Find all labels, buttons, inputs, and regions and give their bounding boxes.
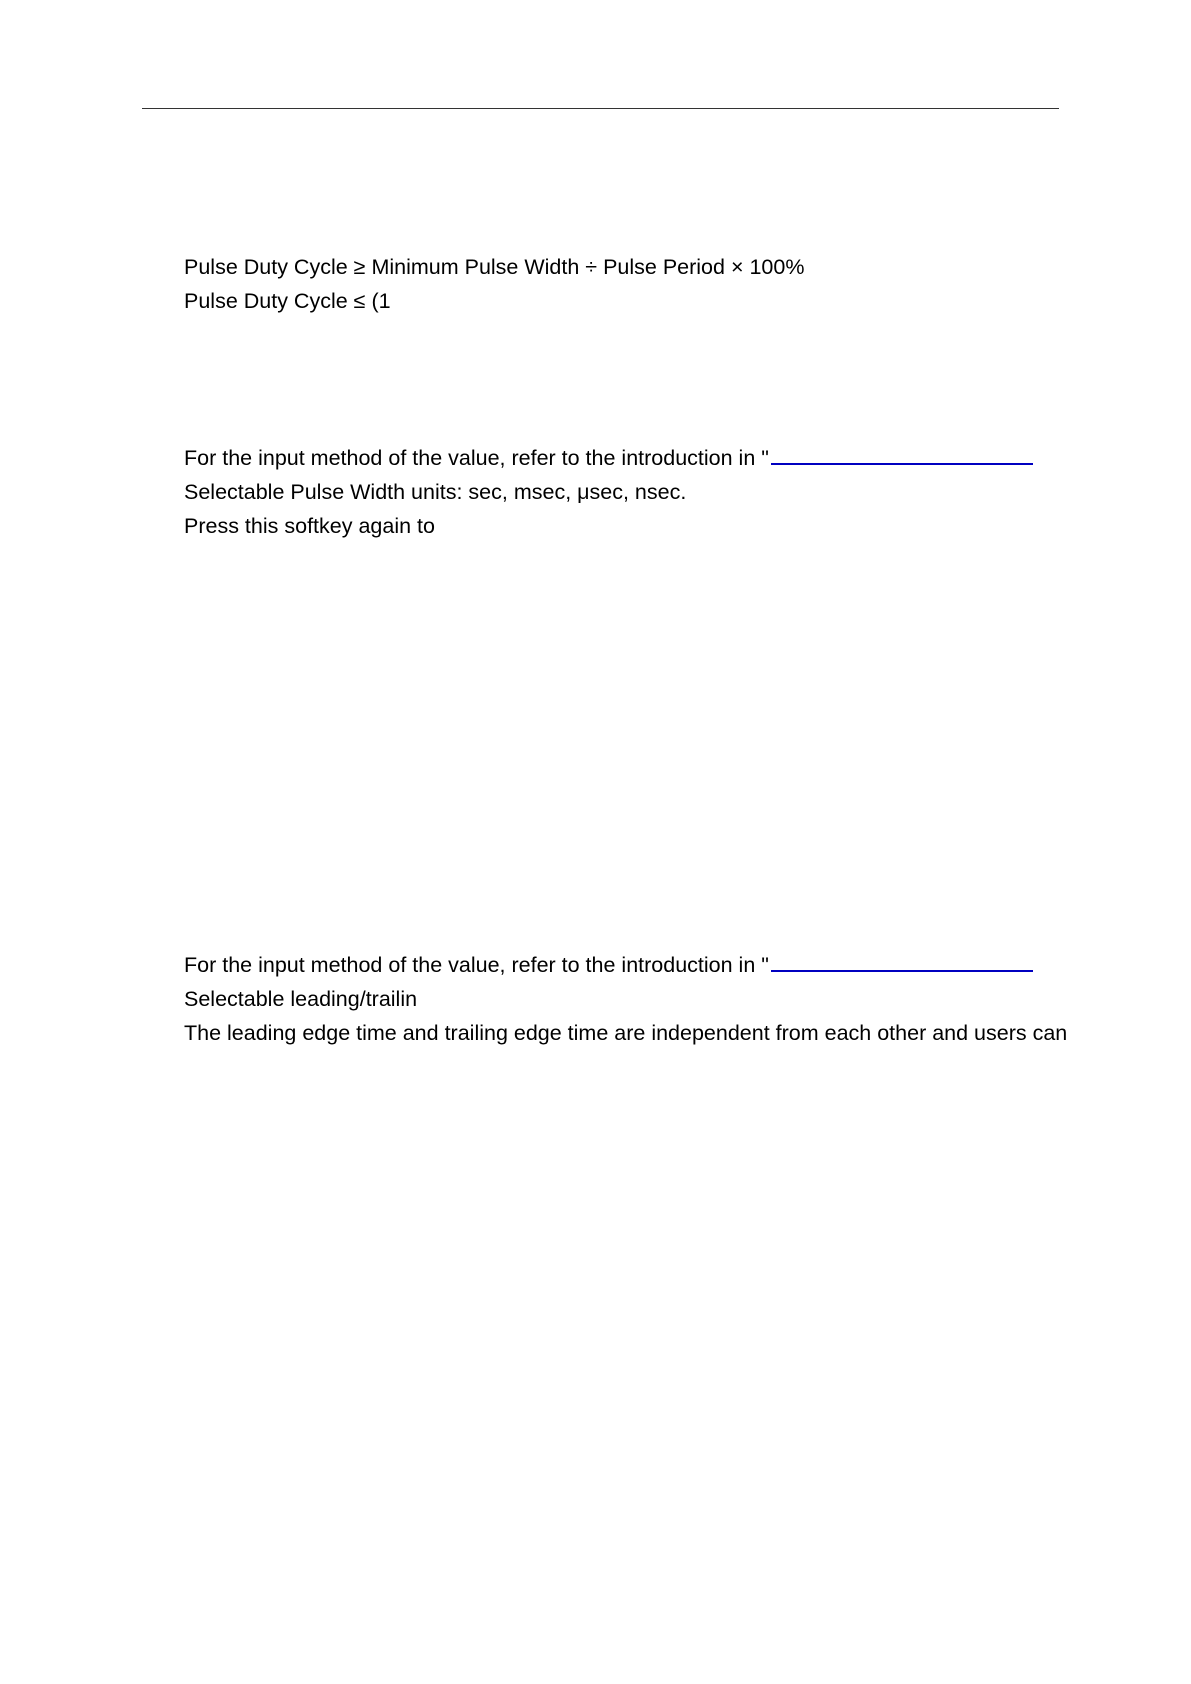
edge-time-units: Selectable leading/trailin [184, 987, 418, 1011]
pulse-width-press-again: Press this softkey again to [184, 514, 435, 538]
edge-time-independent: The leading edge time and trailing edge time are independent from each other and users can [184, 1021, 1068, 1045]
pulse-width-units: Selectable Pulse Width units: sec, msec, μsec, nsec. [184, 480, 687, 504]
pulse-width-input-reference-text: For the input method of the value, refer to the introduction in " [184, 446, 769, 470]
edge-time-input-reference [184, 952, 1033, 978]
header-rule [142, 108, 1059, 109]
duty-cycle-max-formula: Pulse Duty Cycle ≤ (1 [184, 289, 391, 313]
pulse-width-reference-link[interactable] [771, 445, 1033, 465]
edge-time-reference-link[interactable] [771, 952, 1033, 972]
duty-cycle-min-formula: Pulse Duty Cycle ≥ Minimum Pulse Width ÷ Pulse Period × 100% [184, 255, 805, 279]
pulse-width-input-reference [184, 445, 1033, 471]
edge-time-input-reference-text: For the input method of the value, refer to the introduction in " [184, 953, 769, 977]
